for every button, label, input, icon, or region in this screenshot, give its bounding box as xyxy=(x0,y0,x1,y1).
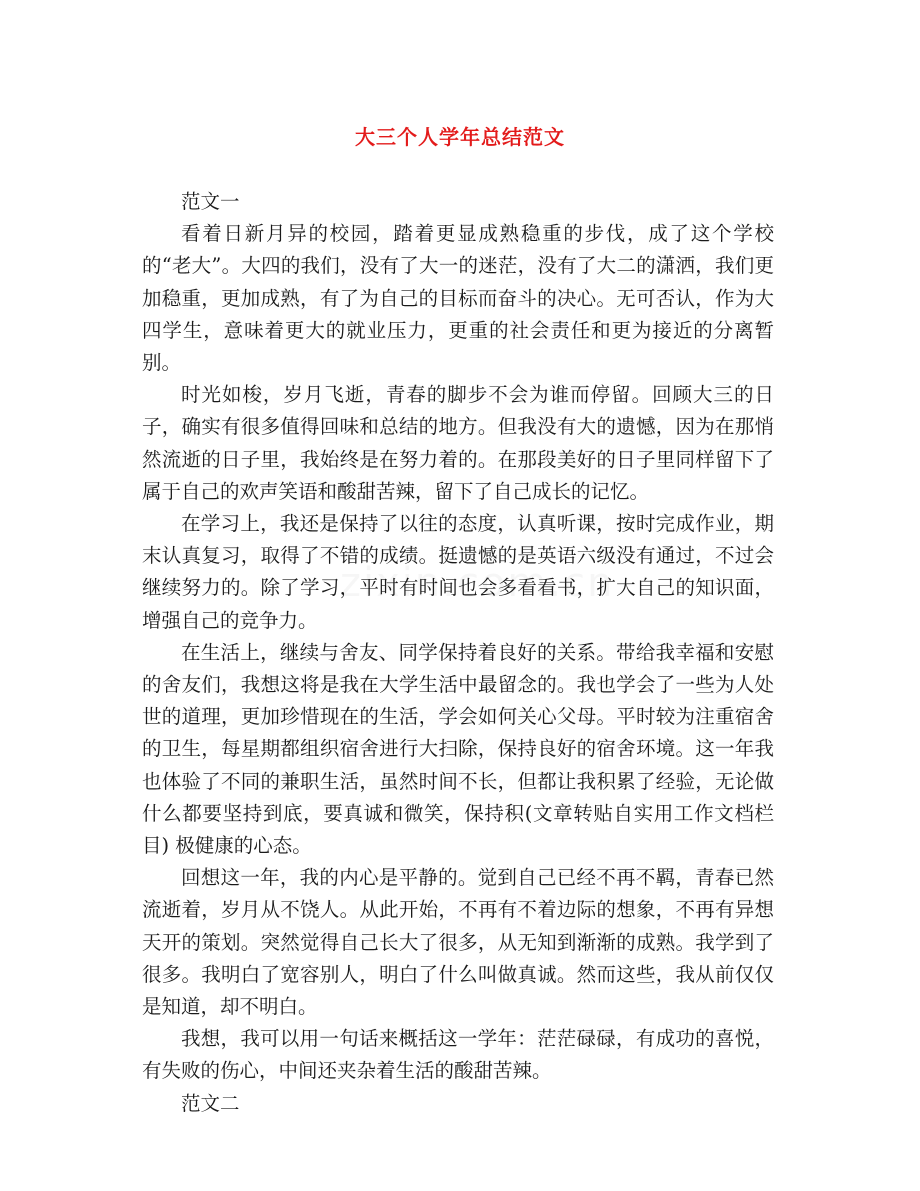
paragraph: 看着日新月异的校园，踏着更显成熟稳重的步伐，成了这个学校的“老大”。大四的我们，没有了大一的迷茫，没有了大二的潇洒，我们更加稳重，更加成熟，有了为自己的目标而奋斗的决心。无可否认，作为大四学生，意味着更大的就业压力，更重的社会责任和更为接近的分离暂别。 xyxy=(142,222,774,375)
document-body xyxy=(142,186,774,1120)
paragraph: 回想这一年，我的内心是平静的。觉到自己已经不再不羁，青春已然流逝着，岁月从不饶人。从此开始，不再有不着边际的想象，不再有异想天开的策划。突然觉得自己长大了很多，从无知到渐渐的成熟。我学到了很多。我明白了宽容别人，明白了什么叫做真诚。然而这些，我从前仅仅是知道，却不明白。 xyxy=(142,866,774,1019)
paragraph: 我想，我可以用一句话来概括这一学年：茫茫碌碌，有成功的喜悦，有失败的伤心，中间还夹杂着生活的酸甜苦辣。 xyxy=(142,1027,774,1083)
section-heading: 范文二 xyxy=(181,1091,240,1115)
paragraph: 在学习上，我还是保持了以往的态度，认真听课，按时完成作业，期末认真复习，取得了不错的成绩。挺遗憾的是英语六级没有通过，不过会继续努力的。除了学习，平时有时间也会多看看书，扩大自己的知识面，增强自己的竞争力。 xyxy=(142,512,774,632)
paragraph: 时光如梭，岁月飞逝，青春的脚步不会为谁而停留。回顾大三的日子，确实有很多值得回味和总结的地方。但我没有大的遗憾，因为在那悄然流逝的日子里，我始终是在努力着的。在那段美好的日子里同样留下了属于自己的欢声笑语和酸甜苦辣，留下了自己成长的记忆。 xyxy=(142,383,774,503)
paragraph: 在生活上，继续与舍友、同学保持着良好的关系。带给我幸福和安慰的舍友们，我想这将是我在大学生活中最留念的。我也学会了一些为人处世的道理，更加珍惜现在的生活，学会如何关心父母。平时较为注重宿舍的卫生，每星期都组织宿舍进行大扫除，保持良好的宿舍环境。这一年我也体验了不同的兼职生活，虽然时间不长，但都让我积累了经验，无论做什么都要坚持到底，要真诚和微笑，保持积(文章转贴自实用工作文档栏目) 极健康的心态。 xyxy=(142,640,774,858)
document-title: 大三个人学年总结范文 xyxy=(355,125,565,149)
section-heading: 范文一 xyxy=(181,190,240,213)
